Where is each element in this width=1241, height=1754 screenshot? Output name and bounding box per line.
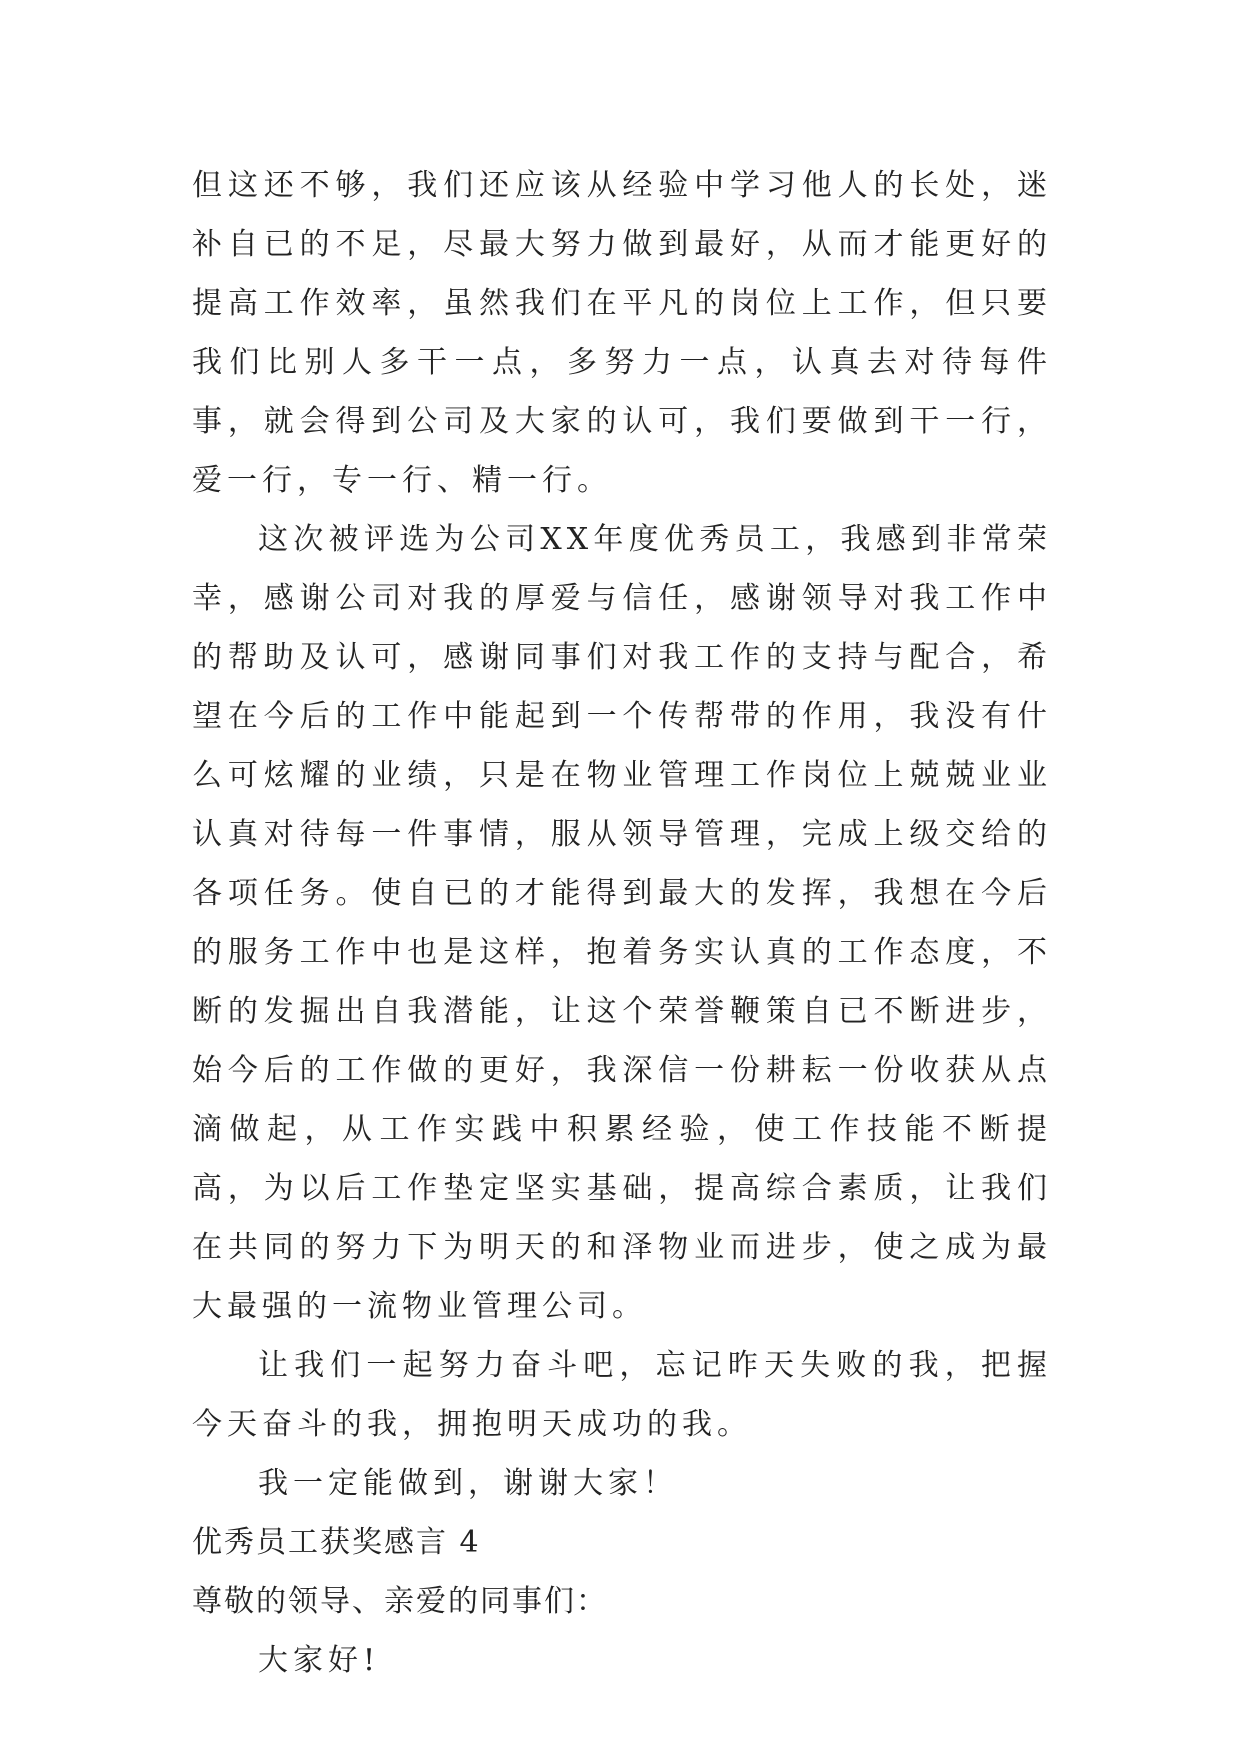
salutation: 尊敬的领导、亲爱的同事们： [192,1584,608,1619]
greeting: 大家好! [258,1643,381,1678]
paragraph-thanks: 我一定能做到，谢谢大家！ [258,1466,678,1501]
paragraph-continuation: 但这还不够，我们还应该从经验中学习他人的长处，迷补自已的不足，尽最大努力做到最好，从而才能更好的提高工作效率，虽然我们在平凡的岗位上工作，但只要我们比别人多干一点，多努力一点，认真去对待每件事，就会得到公司及大家的认可，我们要做到干一行，爱一行，专一行、精一行。 [192,168,1052,498]
paragraph-encourage: 让我们一起努力奋斗吧，忘记昨天失败的我，把握今天奋斗的我，拥抱明天成功的我。 [192,1348,1052,1442]
paragraph-honor: 这次被评选为公司XX年度优秀员工，我感到非常荣幸，感谢公司对我的厚爱与信任，感谢领导对我工作中的帮助及认可，感谢同事们对我工作的支持与配合，希望在今后的工作中能起到一个传帮带的作用，我没有什么可炫耀的业绩，只是在物业管理工作岗位上兢兢业业认真对待每一件事情，服从领导管理，完成上级交给的各项任务。使自已的才能得到最大的发挥，我想在今后的服务工作中也是这样，抱着务实认真的工作态度，不断的发掘出自我潜能，让这个荣誉鞭策自已不断进步，始今后的工作做的更好，我深信一份耕耘一份收获从点滴做起，从工作实践中积累经验，使工作技能不断提高，为以后工作垫定坚实基础，提高综合素质，让我们在共同的努力下为明天的和泽物业而进步，使之成为最大最强的一流物业管理公司。 [192,522,1052,1324]
document-body [192,156,1052,1690]
section-title: 优秀员工获奖感言 4 [192,1525,481,1560]
